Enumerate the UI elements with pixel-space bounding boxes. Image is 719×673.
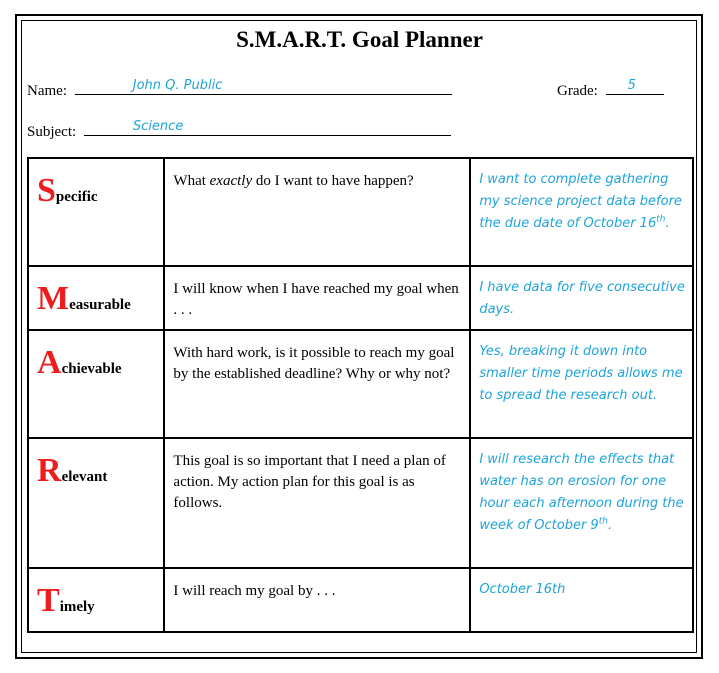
grade-field xyxy=(557,78,664,100)
question-cell xyxy=(164,266,470,330)
name-field xyxy=(27,78,452,100)
question-cell xyxy=(164,568,470,632)
answer-tail: . xyxy=(665,216,670,231)
answer-cell[interactable] xyxy=(470,330,693,438)
criterion-label xyxy=(29,331,163,381)
answer-text xyxy=(471,267,692,321)
grade-label: Grade: xyxy=(557,83,598,99)
name-value: John Q. Public xyxy=(132,78,223,93)
smart-row-a xyxy=(28,330,693,438)
smart-table xyxy=(27,157,694,633)
criterion-word: imely xyxy=(59,599,95,615)
answer-main: Yes, breaking it down into smaller time periods allows me to spread the research out. xyxy=(479,344,683,403)
criterion-cell xyxy=(28,330,164,438)
criterion-label xyxy=(29,159,163,209)
subject-label: Subject: xyxy=(27,124,77,140)
question-text: I will reach my goal by . . . xyxy=(173,583,336,599)
answer-main: October 16th xyxy=(479,582,566,597)
criterion-cell xyxy=(28,438,164,568)
question-text: What exactly do I want to have happen? xyxy=(173,173,414,189)
answer-text xyxy=(471,159,692,235)
answer-main: I want to complete gathering my science project data before the due date of October 16 xyxy=(479,172,682,231)
criterion-letter: A xyxy=(37,344,62,381)
answer-cell[interactable] xyxy=(470,568,693,632)
criterion-letter: M xyxy=(37,280,70,317)
criterion-letter: S xyxy=(37,172,56,209)
question-text: This goal is so important that I need a plan of action. My action plan for this goal is as follows. xyxy=(173,453,446,511)
smart-row-t xyxy=(28,568,693,632)
name-label: Name: xyxy=(27,83,67,99)
question-text: With hard work, is it possible to reach my goal by the established deadline? Why or why not? xyxy=(173,345,455,382)
criterion-word: easurable xyxy=(69,297,131,313)
answer-sup: th xyxy=(656,214,666,225)
criterion-cell xyxy=(28,158,164,266)
criterion-letter: R xyxy=(37,452,62,489)
answer-text xyxy=(471,439,692,537)
subject-field xyxy=(27,119,451,141)
criterion-cell xyxy=(28,568,164,632)
question-text: I will know when I have reached my goal when . . . xyxy=(173,281,459,318)
criterion-word: chievable xyxy=(61,361,122,377)
question-emphasis: exactly xyxy=(209,173,253,189)
grade-value: 5 xyxy=(627,78,636,93)
answer-main: I have data for five consecutive days. xyxy=(479,280,685,317)
smart-row-m xyxy=(28,266,693,330)
question-cell xyxy=(164,438,470,568)
subject-line[interactable] xyxy=(84,119,451,136)
criterion-label xyxy=(29,267,163,317)
subject-value: Science xyxy=(132,119,184,134)
answer-cell[interactable] xyxy=(470,158,693,266)
criterion-label xyxy=(29,439,163,489)
answer-cell[interactable] xyxy=(470,438,693,568)
criterion-letter: T xyxy=(37,582,60,619)
question-cell xyxy=(164,158,470,266)
answer-text xyxy=(471,569,692,601)
answer-text xyxy=(471,331,692,407)
criterion-word: pecific xyxy=(55,189,98,205)
smart-row-r xyxy=(28,438,693,568)
answer-sup: th xyxy=(598,516,608,527)
answer-tail: . xyxy=(607,518,613,533)
grade-line[interactable] xyxy=(606,78,664,95)
page-title: S.M.A.R.T. Goal Planner xyxy=(236,27,483,52)
answer-main: I will research the effects that water has on erosion for one hour each afternoon during the week of October 9 xyxy=(479,452,684,533)
criterion-word: elevant xyxy=(61,469,108,485)
question-cell xyxy=(164,330,470,438)
criterion-cell xyxy=(28,266,164,330)
smart-row-s xyxy=(28,158,693,266)
criterion-label xyxy=(29,569,163,619)
name-line[interactable] xyxy=(75,78,452,95)
answer-cell[interactable] xyxy=(470,266,693,330)
